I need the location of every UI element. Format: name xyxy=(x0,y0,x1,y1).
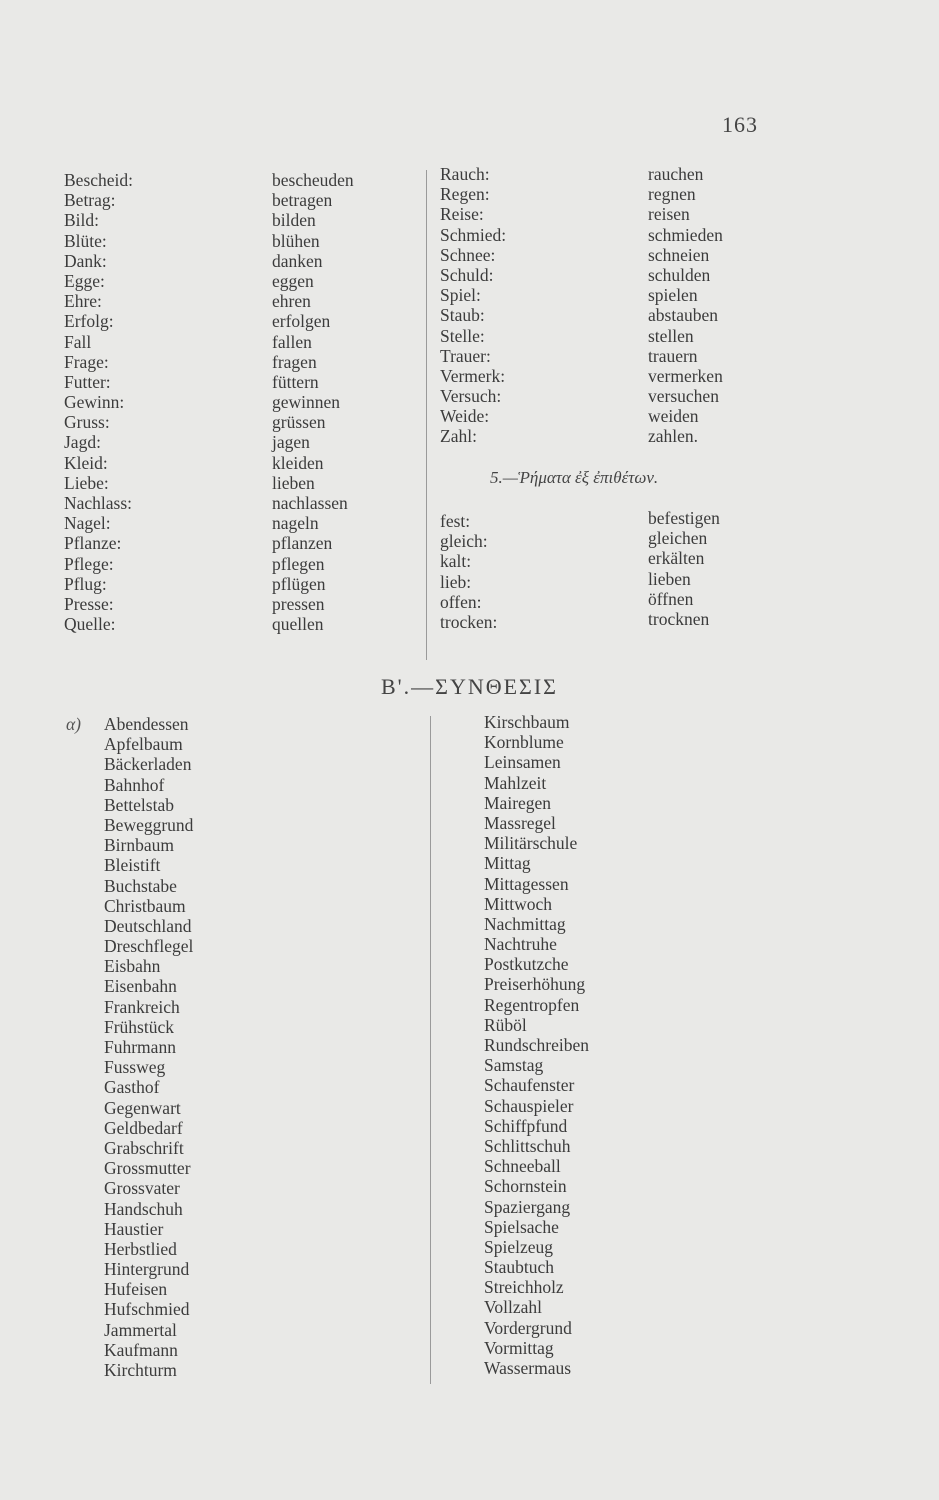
compound-word: Fuhrmann xyxy=(104,1037,176,1057)
verb-entry: zahlen. xyxy=(648,426,699,447)
adjective-entry: gleich: xyxy=(440,531,488,552)
verb-entry: pflügen xyxy=(272,573,326,594)
compound-word: Staubtuch xyxy=(484,1257,554,1278)
compound-word: Jammertal xyxy=(104,1319,177,1340)
compound-word: Gegenwart xyxy=(104,1097,181,1118)
verb-entry: erfolgen xyxy=(272,311,331,332)
nouns-right-column xyxy=(440,164,506,447)
noun-entry: Jagd: xyxy=(64,432,101,453)
verb-entry: erkälten xyxy=(648,548,705,569)
verb-entry: befestigen xyxy=(648,508,720,528)
verbs-right-column xyxy=(648,164,723,447)
verb-entry: regnen xyxy=(648,184,696,205)
compound-word: Postkutzche xyxy=(484,954,569,975)
noun-entry: Zahl: xyxy=(440,426,477,447)
verb-entry: ehren xyxy=(272,291,311,312)
noun-entry: Bild: xyxy=(64,210,100,231)
noun-entry: Liebe: xyxy=(64,472,109,493)
compound-word: Bettelstab xyxy=(104,794,174,815)
noun-entry: Presse: xyxy=(64,593,114,614)
compound-word: Schauspieler xyxy=(484,1095,574,1116)
compound-word: Vormittag xyxy=(484,1337,554,1358)
compound-word: Kirschbaum xyxy=(484,712,570,732)
compound-word: Wassermaus xyxy=(484,1358,572,1378)
noun-entry: Rauch: xyxy=(440,164,490,184)
adjective-entry: kalt: xyxy=(440,551,472,572)
noun-entry: Erfolg: xyxy=(64,311,114,332)
compound-word: Streichholz xyxy=(484,1277,564,1298)
verb-entry: jagen xyxy=(272,432,310,453)
verb-entry: versuchen xyxy=(648,386,719,407)
nouns-left-column xyxy=(64,170,133,634)
compound-word: Haustier xyxy=(104,1218,164,1239)
verbs-left-column xyxy=(272,170,354,634)
noun-entry: Pflege: xyxy=(64,553,114,574)
compound-word: Massregel xyxy=(484,812,556,833)
verb-entry: schneien xyxy=(648,244,710,265)
verb-entry: gewinnen xyxy=(272,392,341,413)
verb-entry: blühen xyxy=(272,230,320,251)
compound-word: Handschuh xyxy=(104,1198,183,1219)
noun-entry: Stelle: xyxy=(440,325,485,346)
noun-entry: Spiel: xyxy=(440,285,481,306)
verb-entry: schulden xyxy=(648,264,711,285)
noun-entry: Quelle: xyxy=(64,614,116,635)
compound-word: Rüböl xyxy=(484,1014,527,1035)
compound-word: Eisbahn xyxy=(104,956,161,977)
noun-entry: Weide: xyxy=(440,406,490,427)
compound-word: Kornblume xyxy=(484,732,564,753)
noun-entry: Nagel: xyxy=(64,513,111,534)
verb-entry: pressen xyxy=(272,593,325,614)
verb-entry: pflegen xyxy=(272,553,325,574)
compound-word: Apfelbaum xyxy=(104,734,183,755)
derived-verbs-column xyxy=(648,508,720,629)
compound-word: Frühstück xyxy=(104,1016,174,1037)
compound-word: Regentropfen xyxy=(484,994,580,1015)
compound-word: Hufschmied xyxy=(104,1299,190,1320)
verb-entry: schmieden xyxy=(648,224,723,245)
compound-word: Schiffpfund xyxy=(484,1115,568,1136)
compound-word: Grabschrift xyxy=(104,1137,184,1158)
compound-word: Schaufenster xyxy=(484,1075,575,1096)
compound-word: Dreschflegel xyxy=(104,936,194,957)
verb-entry: rauchen xyxy=(648,164,704,184)
noun-entry: Staub: xyxy=(440,305,485,326)
compound-word: Hufeisen xyxy=(104,1279,168,1300)
compound-word: Rundschreiben xyxy=(484,1035,589,1055)
verb-entry: grüssen xyxy=(272,412,326,433)
compounds-right-column xyxy=(484,712,589,1378)
verb-entry: kleiden xyxy=(272,452,324,473)
verb-entry: bescheuden xyxy=(272,170,354,190)
compound-word: Fussweg xyxy=(104,1057,166,1078)
verb-entry: trocknen xyxy=(648,608,710,629)
noun-entry: Futter: xyxy=(64,371,111,392)
compound-word: Christbaum xyxy=(104,895,186,916)
verb-entry: trauern xyxy=(648,345,698,366)
compound-word: Grossmutter xyxy=(104,1158,191,1179)
noun-entry: Reise: xyxy=(440,204,484,225)
compound-word: Spielsache xyxy=(484,1216,559,1237)
compound-word: Bäckerladen xyxy=(104,754,192,775)
compound-word: Eisenbahn xyxy=(104,976,177,997)
noun-entry: Schmied: xyxy=(440,224,507,245)
verb-entry: fragen xyxy=(272,351,317,372)
compound-word: Kaufmann xyxy=(104,1339,178,1360)
compound-word: Vordergrund xyxy=(484,1317,572,1338)
section-b-heading: B'.—ΣΥΝΘΕΣΙΣ xyxy=(381,674,558,699)
compound-word: Preiserhöhung xyxy=(484,974,586,995)
noun-entry: Dank: xyxy=(64,250,107,271)
noun-entry: Blüte: xyxy=(64,230,107,251)
compound-word: Nachtruhe xyxy=(484,934,557,955)
noun-entry: Trauer: xyxy=(440,345,491,366)
noun-entry: Nachlass: xyxy=(64,493,133,513)
compound-word: Herbstlied xyxy=(104,1238,177,1259)
verb-entry: füttern xyxy=(272,371,319,392)
compound-word: Bahnhof xyxy=(104,774,165,795)
verb-entry: gleichen xyxy=(648,528,708,549)
verb-entry: betragen xyxy=(272,190,333,211)
compound-word: Buchstabe xyxy=(104,875,177,896)
compounds-left-column xyxy=(104,714,193,1380)
noun-entry: Gruss: xyxy=(64,412,110,433)
verb-entry: fallen xyxy=(272,331,312,352)
adjective-entry: lieb: xyxy=(440,571,472,592)
noun-entry: Gewinn: xyxy=(64,392,125,413)
adjectives-column xyxy=(440,511,497,632)
verb-entry: abstauben xyxy=(648,305,718,326)
compound-word: Geldbedarf xyxy=(104,1117,183,1138)
verb-entry: bilden xyxy=(272,210,316,231)
compound-word: Gasthof xyxy=(104,1077,160,1098)
verb-entry: spielen xyxy=(648,285,698,306)
compound-word: Frankreich xyxy=(104,996,180,1017)
noun-entry: Regen: xyxy=(440,184,490,205)
compound-word: Mittag xyxy=(484,853,531,874)
compound-word: Mittwoch xyxy=(484,893,553,914)
compound-word: Mairegen xyxy=(484,792,552,813)
compound-word: Mahlzeit xyxy=(484,772,547,793)
noun-entry: Pflug: xyxy=(64,573,107,594)
column-divider-lower xyxy=(430,716,431,1384)
compound-word: Bleistift xyxy=(104,855,161,876)
verb-entry: reisen xyxy=(648,204,690,225)
verb-entry: stellen xyxy=(648,325,694,346)
compound-word: Leinsamen xyxy=(484,752,561,773)
page-number: 163 xyxy=(722,112,758,137)
compound-word: Beweggrund xyxy=(104,814,194,835)
noun-entry: Betrag: xyxy=(64,190,116,211)
compound-word: Militärschule xyxy=(484,833,578,854)
noun-entry: Schuld: xyxy=(440,264,494,285)
compound-word: Vollzahl xyxy=(484,1297,543,1318)
noun-entry: Bescheid: xyxy=(64,170,134,190)
verb-entry: lieben xyxy=(648,568,691,589)
compound-word: Abendessen xyxy=(104,714,189,734)
compound-word: Birnbaum xyxy=(104,835,174,856)
verb-entry: lieben xyxy=(272,472,315,493)
compound-word: Spaziergang xyxy=(484,1196,571,1217)
noun-entry: Vermerk: xyxy=(440,365,506,386)
noun-entry: Frage: xyxy=(64,351,109,372)
noun-entry: Egge: xyxy=(64,270,105,291)
verb-entry: vermerken xyxy=(648,365,723,386)
verb-entry: öffnen xyxy=(648,588,694,609)
verb-entry: pflanzen xyxy=(272,533,333,554)
compound-word: Spielzeug xyxy=(484,1236,554,1257)
noun-entry: Pflanze: xyxy=(64,533,122,554)
noun-entry: Schnee: xyxy=(440,244,496,265)
verb-entry: nageln xyxy=(272,513,319,534)
adjective-entry: trocken: xyxy=(440,611,498,632)
adjective-entry: offen: xyxy=(440,591,482,612)
noun-entry: Fall xyxy=(64,331,92,352)
section5-title: 5.—Ῥήματα ἐξ ἐπιθέτων. xyxy=(490,468,659,487)
verb-entry: weiden xyxy=(648,406,699,427)
noun-entry: Ehre: xyxy=(64,291,102,312)
noun-entry: Versuch: xyxy=(440,386,502,407)
compound-word: Hintergrund xyxy=(104,1259,190,1280)
compound-word: Nachmittag xyxy=(484,913,566,934)
adjective-entry: fest: xyxy=(440,511,471,531)
noun-entry: Kleid: xyxy=(64,452,108,473)
verb-entry: eggen xyxy=(272,270,314,291)
list-marker: α) xyxy=(66,714,82,734)
compound-word: Schornstein xyxy=(484,1176,567,1197)
verb-entry: nachlassen xyxy=(272,493,348,513)
verb-entry: quellen xyxy=(272,614,324,635)
compound-word: Schlittschuh xyxy=(484,1135,571,1156)
compound-word: Mittagessen xyxy=(484,873,569,894)
verb-entry: danken xyxy=(272,250,323,271)
column-divider-upper xyxy=(426,170,427,660)
compound-word: Kirchturm xyxy=(104,1360,177,1380)
compound-word: Samstag xyxy=(484,1055,544,1076)
compound-word: Deutschland xyxy=(104,915,192,936)
compound-word: Schneeball xyxy=(484,1156,561,1177)
compound-word: Grossvater xyxy=(104,1178,180,1199)
